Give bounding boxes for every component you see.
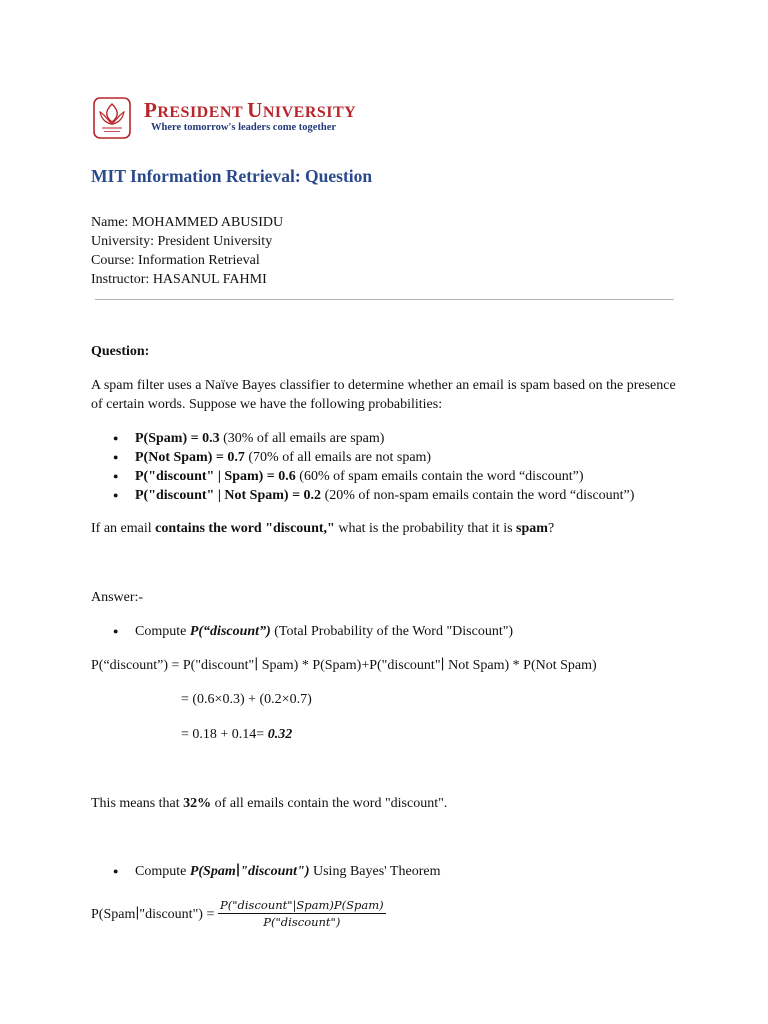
- list-item: ● Compute P(Spam∣"discount") Using Bayes' Theorem: [113, 862, 440, 881]
- fraction-numerator: P("discount"|Spam)P(Spam): [220, 898, 384, 912]
- step-one: [113, 622, 513, 641]
- equation-substitution: = (0.6×0.3) + (0.2×0.7): [181, 692, 312, 707]
- question-intro: A spam filter uses a Naïve Bayes classifier to determine whether an email is spam based on the presence of certain words. Suppose we have the following probabilities:: [91, 378, 676, 412]
- student-info: [91, 213, 283, 289]
- list-item: ● P(Spam) = 0.3 (30% of all emails are spam): [113, 429, 634, 448]
- answer-interpretation: This means that 32% of all emails contain the word "discount".: [91, 796, 448, 811]
- list-item: ● Compute P(“discount”) (Total Probability of the Word "Discount"): [113, 622, 513, 641]
- brand-tagline: Where tomorrow's leaders come together: [151, 122, 337, 133]
- question-ask: If an email contains the word "discount," what is the probability that it is spam?: [91, 521, 555, 536]
- university-crest-icon: [92, 96, 132, 140]
- info-university: University: President University: [91, 234, 273, 249]
- equation-total-probability: P(“discount”) = P("discount"∣ Spam) * P(Spam)+P("discount"∣ Not Spam) * P(Not Spam): [91, 658, 597, 673]
- brand-name: PRESIDENT UNIVERSITY: [144, 98, 357, 122]
- info-name: Name: MOHAMMED ABUSIDU: [91, 215, 284, 230]
- horizontal-divider: [95, 299, 674, 300]
- list-item: ● P(Not Spam) = 0.7 (70% of all emails are not spam): [113, 448, 634, 467]
- equation-result: = 0.18 + 0.14= 0.32: [181, 727, 293, 742]
- probability-list: [113, 429, 634, 505]
- fraction-denominator: P("discount"): [263, 915, 341, 929]
- university-logo: [92, 96, 357, 140]
- info-course: Course: Information Retrieval: [91, 253, 260, 268]
- bayes-fraction: [218, 898, 386, 929]
- list-item: ● P("discount" | Spam) = 0.6 (60% of spam emails contain the word “discount”): [113, 467, 634, 486]
- bayes-lhs: P(Spam∣"discount") =: [91, 907, 215, 922]
- info-instructor: Instructor: HASANUL FAHMI: [91, 272, 267, 287]
- document-title: MIT Information Retrieval: Question: [91, 166, 373, 186]
- step-two: [113, 862, 440, 881]
- list-item: ● P("discount" | Not Spam) = 0.2 (20% of non-spam emails contain the word “discount”): [113, 486, 634, 505]
- question-heading: Question:: [91, 344, 150, 359]
- answer-heading: Answer:-: [91, 590, 144, 605]
